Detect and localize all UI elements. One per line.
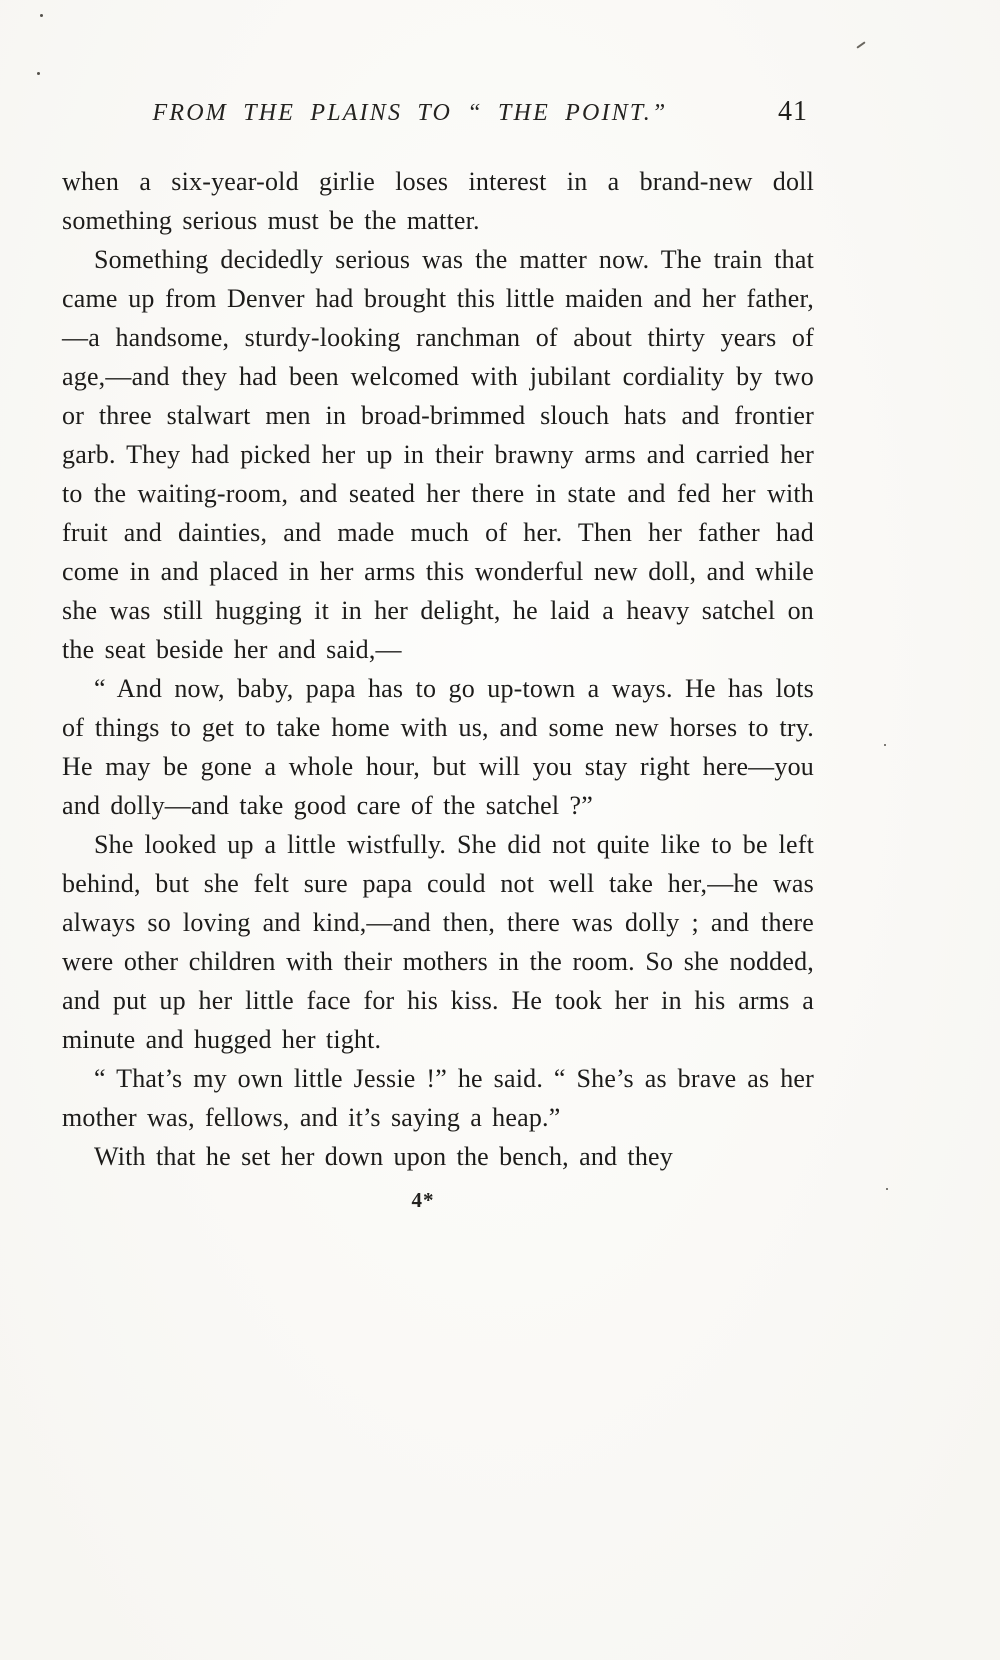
page-header — [62, 96, 814, 132]
paragraph: Something decidedly serious was the matter now. The train that came up from Denver had brought this little maiden and her father,—a handsome, sturdy-looking ranchman of about thirty years of age,—and they had been welcomed with jubilant cordiality by two or three stalwart men in broad-brimmed slouch hats and frontier garb. They had picked her up in their brawny arms and carried her to the waiting-room, and seated her there in state and fed her with fruit and dainties, and made much of her. Then her father had come in and placed in her arms this wonderful new doll, and while she was still hugging it in her delight, he laid a heavy satchel on the seat beside her and said,— — [62, 245, 814, 664]
page-footer — [62, 1188, 814, 1213]
page-body — [62, 162, 814, 1176]
running-title: FROM THE PLAINS TO “ THE POINT.” — [152, 100, 668, 126]
paragraph: She looked up a little wistfully. She did not quite like to be left behind, but she felt sure papa could not well take her,—he was always so loving and kind,—and then, there was dolly ; and there were other children with their mothers in the room. So she nodded, and put up her little face for his kiss. He took her in his arms a minute and hugged her tight. — [62, 830, 814, 1054]
scan-speck — [886, 1188, 888, 1190]
paragraph: when a six-year-old girlie loses interest in a brand-new doll something serious must be the matter. — [62, 167, 814, 235]
paragraph: With that he set her down upon the bench, and they — [94, 1142, 673, 1171]
scan-speck — [40, 14, 43, 17]
scan-speck — [884, 744, 886, 746]
signature-mark: 4* — [411, 1188, 435, 1212]
scan-mark — [856, 41, 865, 48]
text-column — [62, 96, 814, 1213]
page-number: 41 — [778, 96, 808, 127]
scan-speck — [37, 72, 40, 75]
paragraph: “ That’s my own little Jessie !” he said. “ She’s as brave as her mother was, fellows, and it’s saying a heap.” — [62, 1064, 814, 1132]
paragraph: “ And now, baby, papa has to go up-town a ways. He has lots of things to get to take home with us, and some new horses to try. He may be gone a whole hour, but will you stay right here—you and dolly—and take good care of the satchel ?” — [62, 674, 814, 820]
